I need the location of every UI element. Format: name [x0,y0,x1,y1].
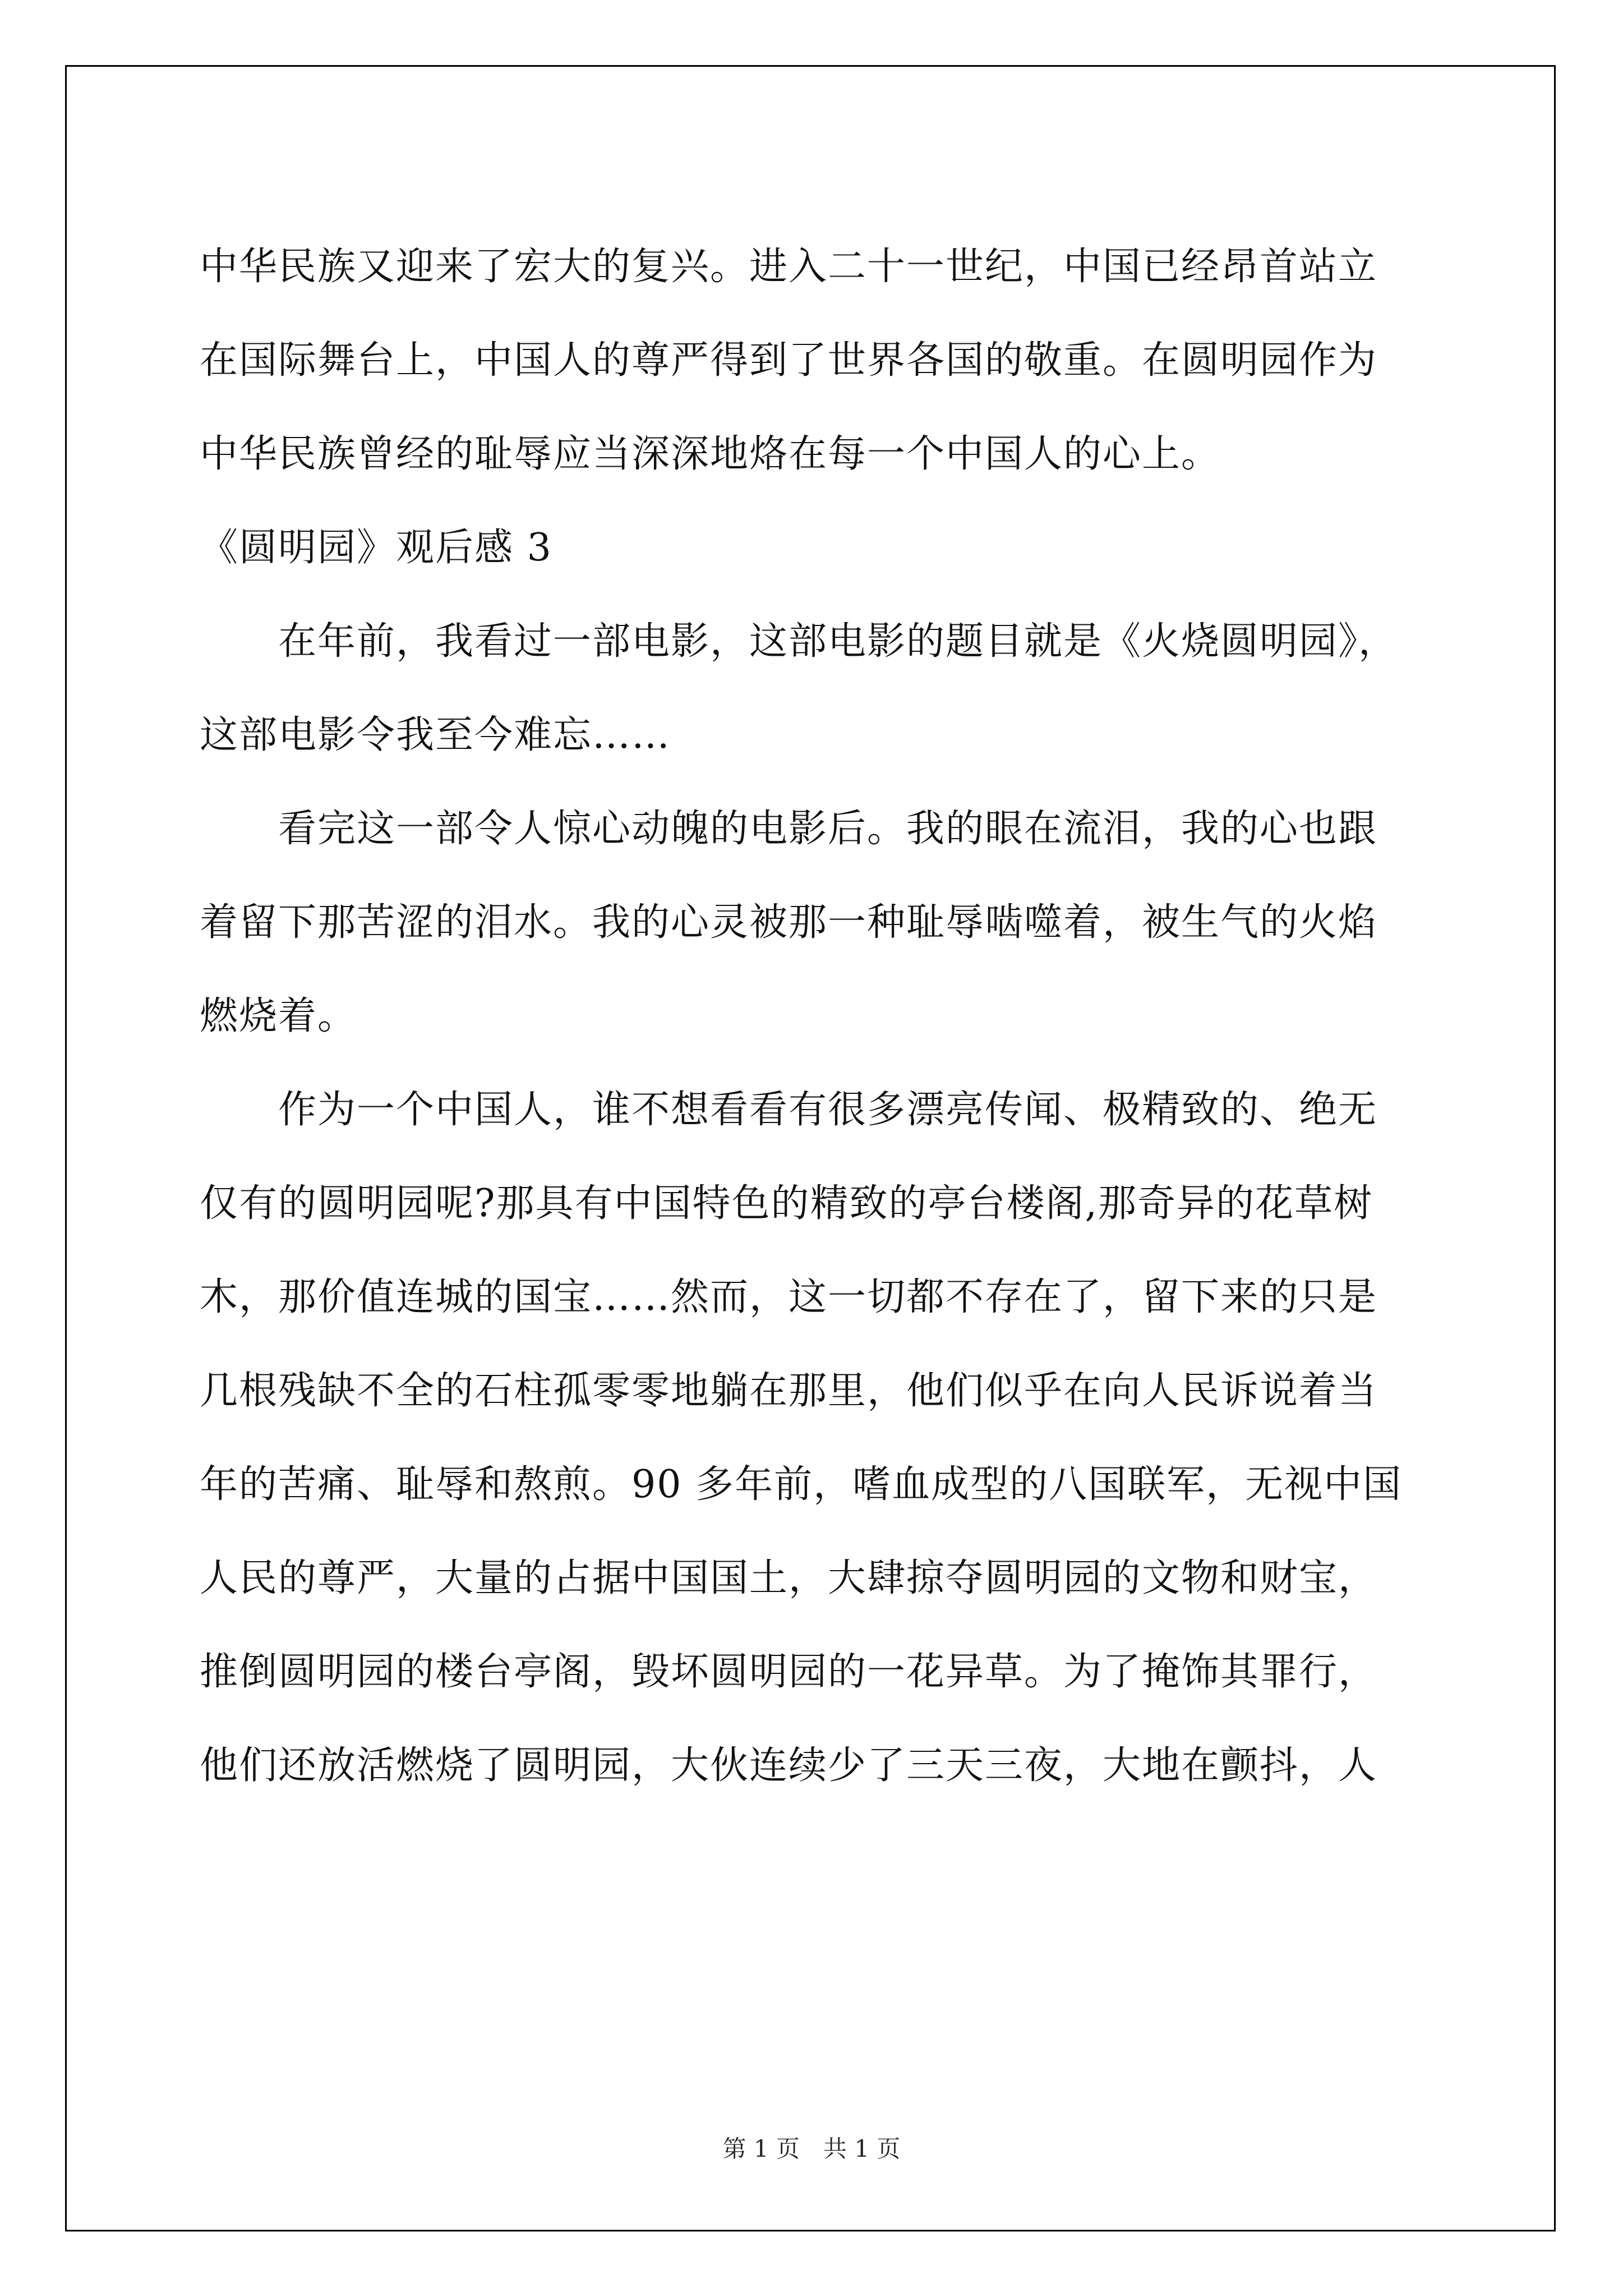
document-body [200,220,1433,1812]
text-line: 着留下那苦涩的泪水。我的心灵被那一种耻辱啮噬着，被生气的火焰 [200,900,1378,945]
page-footer: 第 1 页 共 1 页 [722,2135,901,2162]
text-line: 这部电影令我至今难忘…… [200,713,671,757]
text-line: 中华民族曾经的耻辱应当深深地烙在每一个中国人的心上。 [200,432,1221,476]
text-line: 木，那价值连城的国宝……然而，这一切都不存在了，留下来的只是 [200,1275,1378,1319]
text-line: 他们还放活燃烧了圆明园，大伙连续少了三天三夜，大地在颤抖，人 [200,1743,1378,1788]
text-line: 几根残缺不全的石柱孤零零地躺在那里，他们似乎在向人民诉说着当 [200,1369,1378,1413]
paragraph-first-line: 作为一个中国人，谁不想看看有很多漂亮传闻、极精致的、绝无 [278,1088,1378,1132]
text-line: 仅有的圆明园呢?那具有中国特色的精致的亭台楼阁,那奇异的花草树 [200,1181,1373,1226]
text-line: 年的苦痛、耻辱和熬煎。90 多年前，嗜血成型的八国联军，无视中国 [200,1462,1403,1507]
paragraph-first-line: 看完这一部令人惊心动魄的电影后。我的眼在流泪，我的心也跟 [278,807,1378,851]
text-line: 在国际舞台上，中国人的尊严得到了世界各国的敬重。在圆明园作为 [200,338,1378,383]
text-line: 推倒圆明园的楼台亭阁，毁坏圆明园的一花异草。为了掩饰其罪行， [200,1650,1378,1694]
text-line: 人民的尊严，大量的占据中国国土，大肆掠夺圆明园的文物和财宝， [200,1556,1378,1600]
paragraph-first-line: 在年前，我看过一部电影，这部电影的题目就是《火烧圆明园》， [278,619,1398,664]
section-heading: 《圆明园》观后感 3 [200,526,552,570]
text-line: 中华民族又迎来了宏大的复兴。进入二十一世纪，中国已经昂首站立 [200,245,1378,289]
text-line: 燃烧着。 [200,994,357,1038]
